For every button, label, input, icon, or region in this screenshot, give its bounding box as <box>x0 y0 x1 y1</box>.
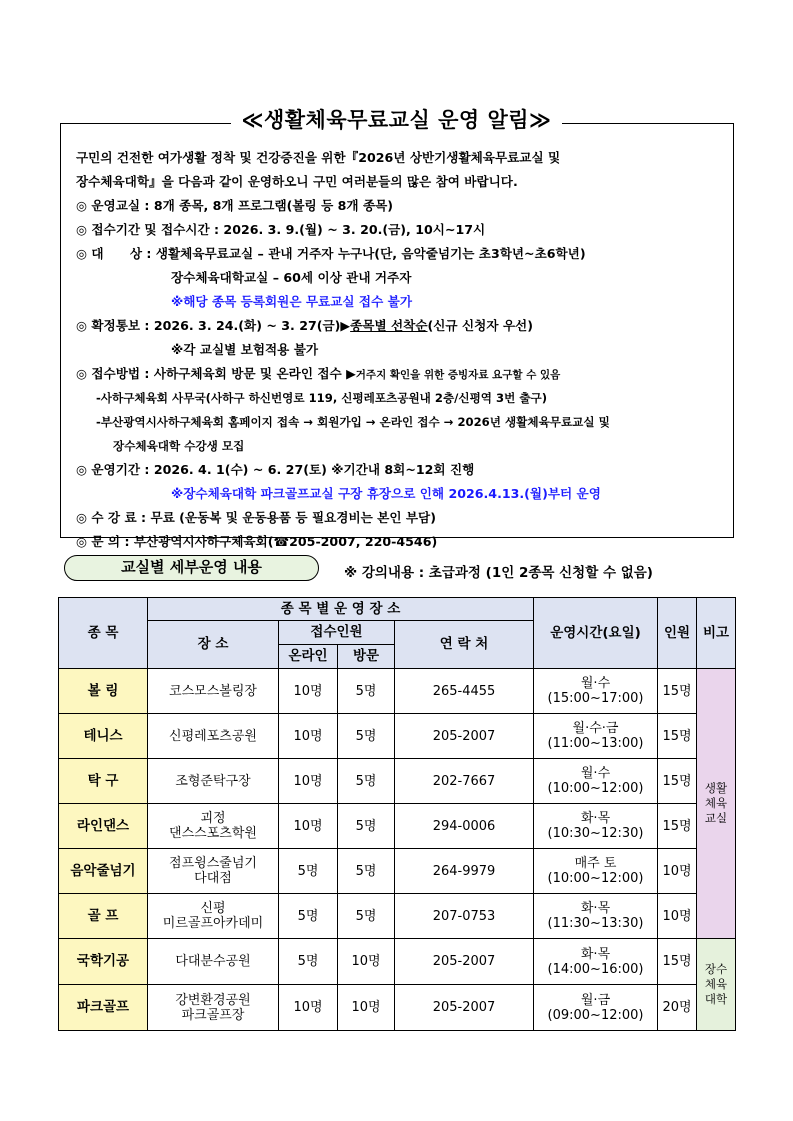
online-count: 10명 <box>279 714 338 759</box>
schedule <box>534 894 658 939</box>
method-visit: -사하구체육회 사무국(사하구 하신번영로 119, 신평레포츠공원내 2층/신평역 3번 출구) <box>96 391 548 405</box>
place-line: 댄스스포츠학원 <box>169 826 257 841</box>
intro-line-1: 구민의 건전한 여가생활 정착 및 건강증진을 위한『2026년 상반기생활체육무료교실 및 <box>76 150 561 165</box>
header-online: 온라인 <box>279 645 338 669</box>
phone: 265-4455 <box>395 669 534 714</box>
people-count: 15명 <box>658 669 697 714</box>
table-row <box>59 669 736 714</box>
table-row <box>59 849 736 894</box>
remark-text: 생활 <box>704 781 728 795</box>
target-label: ◎ 대 상 : <box>76 246 156 261</box>
visit-count: 5명 <box>338 669 395 714</box>
schedule <box>534 804 658 849</box>
visit-count: 5명 <box>338 759 395 804</box>
online-count: 10명 <box>279 985 338 1031</box>
hours: (11:30~13:30) <box>547 916 644 931</box>
remark-senior <box>697 939 736 1031</box>
place-line: 점프윙스줄넘기 <box>169 856 257 871</box>
remark-text: 교실 <box>704 811 728 825</box>
days: 월·금 <box>580 992 611 1008</box>
online-count: 10명 <box>279 804 338 849</box>
target-senior: 장수체육대학교실 – 60세 이상 관내 거주자 <box>171 270 412 285</box>
schedule <box>534 714 658 759</box>
place <box>148 669 279 714</box>
classes-line: ◎ 운영교실 : 8개 종목, 8개 프로그램(볼링 등 8개 종목) <box>76 198 394 213</box>
confirm-note: ※각 교실별 보험적용 불가 <box>171 342 319 357</box>
target-general: 생활체육무료교실 – 관내 거주자 누구나(단, 음악줄넘기는 초3학년~초6학년) <box>155 246 586 261</box>
schedule <box>534 939 658 985</box>
method-proof-note: 거주지 확인을 위한 증빙자료 요구할 수 있음 <box>355 369 561 381</box>
place <box>148 939 279 985</box>
remark-text: 체육 <box>704 796 728 810</box>
sport-name: 음악줄넘기 <box>59 849 148 894</box>
remark-text: 장수 <box>704 962 728 976</box>
header-sport: 종 목 <box>59 598 148 669</box>
visit-count: 5명 <box>338 804 395 849</box>
days: 월·수·금 <box>572 721 619 736</box>
people-count: 15명 <box>658 804 697 849</box>
table-row <box>59 804 736 849</box>
sport-name: 테니스 <box>59 714 148 759</box>
section-note: ※ 강의내용 : 초급과정 (1인 2종목 신청할 수 없음) <box>344 565 653 581</box>
place <box>148 714 279 759</box>
hours: (10:00~12:00) <box>547 781 644 796</box>
period-note: ※장수체육대학 파크골프교실 구장 휴장으로 인해 2026.4.13.(월)부터 운영 <box>171 486 601 501</box>
phone: 207-0753 <box>395 894 534 939</box>
page-title: ≪생활체육무료교실 운영 알림≫ <box>0 104 793 134</box>
fee-line: ◎ 수 강 료 : 무료 (운동복 및 운동용품 등 필요경비는 본인 부담) <box>76 510 436 525</box>
confirm-dates: ◎ 확정통보 : 2026. 3. 24.(화) ~ 3. 27(금)▶ <box>76 318 351 333</box>
notice-box <box>60 123 734 549</box>
people-count: 15명 <box>658 759 697 804</box>
place <box>148 985 279 1031</box>
visit-count: 10명 <box>338 985 395 1031</box>
hours: (10:30~12:30) <box>547 826 644 841</box>
reception-period-line: ◎ 접수기간 및 접수시간 : 2026. 3. 9.(월) ~ 3. 20.(금), 10시∼17시 <box>76 222 486 237</box>
visit-count: 5명 <box>338 849 395 894</box>
table-row <box>59 759 736 804</box>
schedule <box>534 985 658 1031</box>
header-contact: 연 락 처 <box>395 621 534 669</box>
schedule <box>534 759 658 804</box>
phone: 264-9979 <box>395 849 534 894</box>
place <box>148 894 279 939</box>
target-note: ※해당 종목 등록회원은 무료교실 접수 불가 <box>171 294 412 309</box>
people-count: 15명 <box>658 939 697 985</box>
header-venue-group: 종 목 별 운 영 장 소 <box>148 598 534 621</box>
sport-name: 국학기공 <box>59 939 148 985</box>
people-count: 10명 <box>658 894 697 939</box>
place-line: 코스모스볼링장 <box>169 683 257 699</box>
confirm-priority: (신규 신청자 우선) <box>427 318 533 333</box>
sport-name: 골 프 <box>59 894 148 939</box>
sport-name: 탁 구 <box>59 759 148 804</box>
visit-count: 5명 <box>338 894 395 939</box>
online-count: 5명 <box>279 894 338 939</box>
place <box>148 804 279 849</box>
visit-count: 5명 <box>338 714 395 759</box>
place-line: 신평레포츠공원 <box>169 728 257 744</box>
header-people: 인원 <box>658 598 697 669</box>
contact-line: ◎ 문 의 : 부산광역시사하구체육회(☎205-2007, 220-4546) <box>76 534 438 549</box>
hours: (14:00~16:00) <box>547 961 644 977</box>
header-time: 운영시간(요일) <box>534 598 658 669</box>
hours: (10:00~12:00) <box>547 871 644 886</box>
hours: (09:00~12:00) <box>547 1007 644 1023</box>
online-count: 10명 <box>279 759 338 804</box>
days: 화·목 <box>580 946 611 962</box>
remark-text: 대학 <box>704 992 728 1006</box>
place-line: 괴정 <box>200 811 226 826</box>
place-line: 신평 <box>200 901 226 916</box>
schedule-table <box>58 597 736 1031</box>
phone: 205-2007 <box>395 939 534 985</box>
target-line <box>76 242 725 266</box>
visit-count: 10명 <box>338 939 395 985</box>
confirm-order: 종목별 선착순 <box>350 318 428 333</box>
days: 월·수 <box>580 676 611 691</box>
phone: 205-2007 <box>395 714 534 759</box>
place-line: 파크골프장 <box>181 1007 245 1023</box>
method-online: -부산광역시사하구체육회 홈페이지 접속 → 회원가입 → 온라인 접수 → 2026년 생활체육무료교실 및 <box>96 415 610 429</box>
days: 매주 토 <box>574 856 617 871</box>
table-row <box>59 894 736 939</box>
people-count: 15명 <box>658 714 697 759</box>
sport-name: 라인댄스 <box>59 804 148 849</box>
confirm-line <box>76 314 725 338</box>
people-count: 20명 <box>658 985 697 1031</box>
table-row <box>59 985 736 1031</box>
schedule <box>534 669 658 714</box>
people-count: 10명 <box>658 849 697 894</box>
phone: 205-2007 <box>395 985 534 1031</box>
online-count: 5명 <box>279 939 338 985</box>
place-line: 다대분수공원 <box>175 954 251 969</box>
table-row <box>59 714 736 759</box>
hours: (11:00~13:00) <box>547 736 644 751</box>
phone: 202-7667 <box>395 759 534 804</box>
schedule <box>534 849 658 894</box>
sport-name: 파크골프 <box>59 985 148 1031</box>
place <box>148 759 279 804</box>
place-line: 미르골프아카데미 <box>162 916 264 931</box>
remark-general <box>697 669 736 939</box>
method-line <box>76 362 725 386</box>
hours: (15:00~17:00) <box>547 691 644 706</box>
header-remark: 비고 <box>697 598 736 669</box>
place <box>148 849 279 894</box>
table-row <box>59 939 736 985</box>
intro-line-2: 장수체육대학』을 다음과 같이 운영하오니 구민 여러분들의 많은 참여 바랍니다. <box>76 174 518 189</box>
days: 화·목 <box>580 901 611 916</box>
sport-name: 볼 링 <box>59 669 148 714</box>
header-visit: 방문 <box>338 645 395 669</box>
method-online-cont: 장수체육대학 수강생 모집 <box>113 439 245 453</box>
online-count: 5명 <box>279 849 338 894</box>
online-count: 10명 <box>279 669 338 714</box>
place-line: 다대점 <box>194 871 232 886</box>
place-line: 강변환경공원 <box>175 992 251 1008</box>
method-main: ◎ 접수방법 : 사하구체육회 방문 및 온라인 접수 ▶ <box>76 366 356 381</box>
header-place: 장 소 <box>148 621 279 669</box>
days: 월·수 <box>580 766 611 781</box>
period-line: ◎ 운영기간 : 2026. 4. 1(수) ~ 6. 27(토) ※기간내 8회~12회 진행 <box>76 462 475 477</box>
place-line: 조형준탁구장 <box>175 773 251 789</box>
remark-text: 체육 <box>704 977 728 991</box>
phone: 294-0006 <box>395 804 534 849</box>
section-label: 교실별 세부운영 내용 <box>64 555 319 581</box>
days: 화·목 <box>580 811 611 826</box>
header-capacity: 접수인원 <box>279 621 395 645</box>
